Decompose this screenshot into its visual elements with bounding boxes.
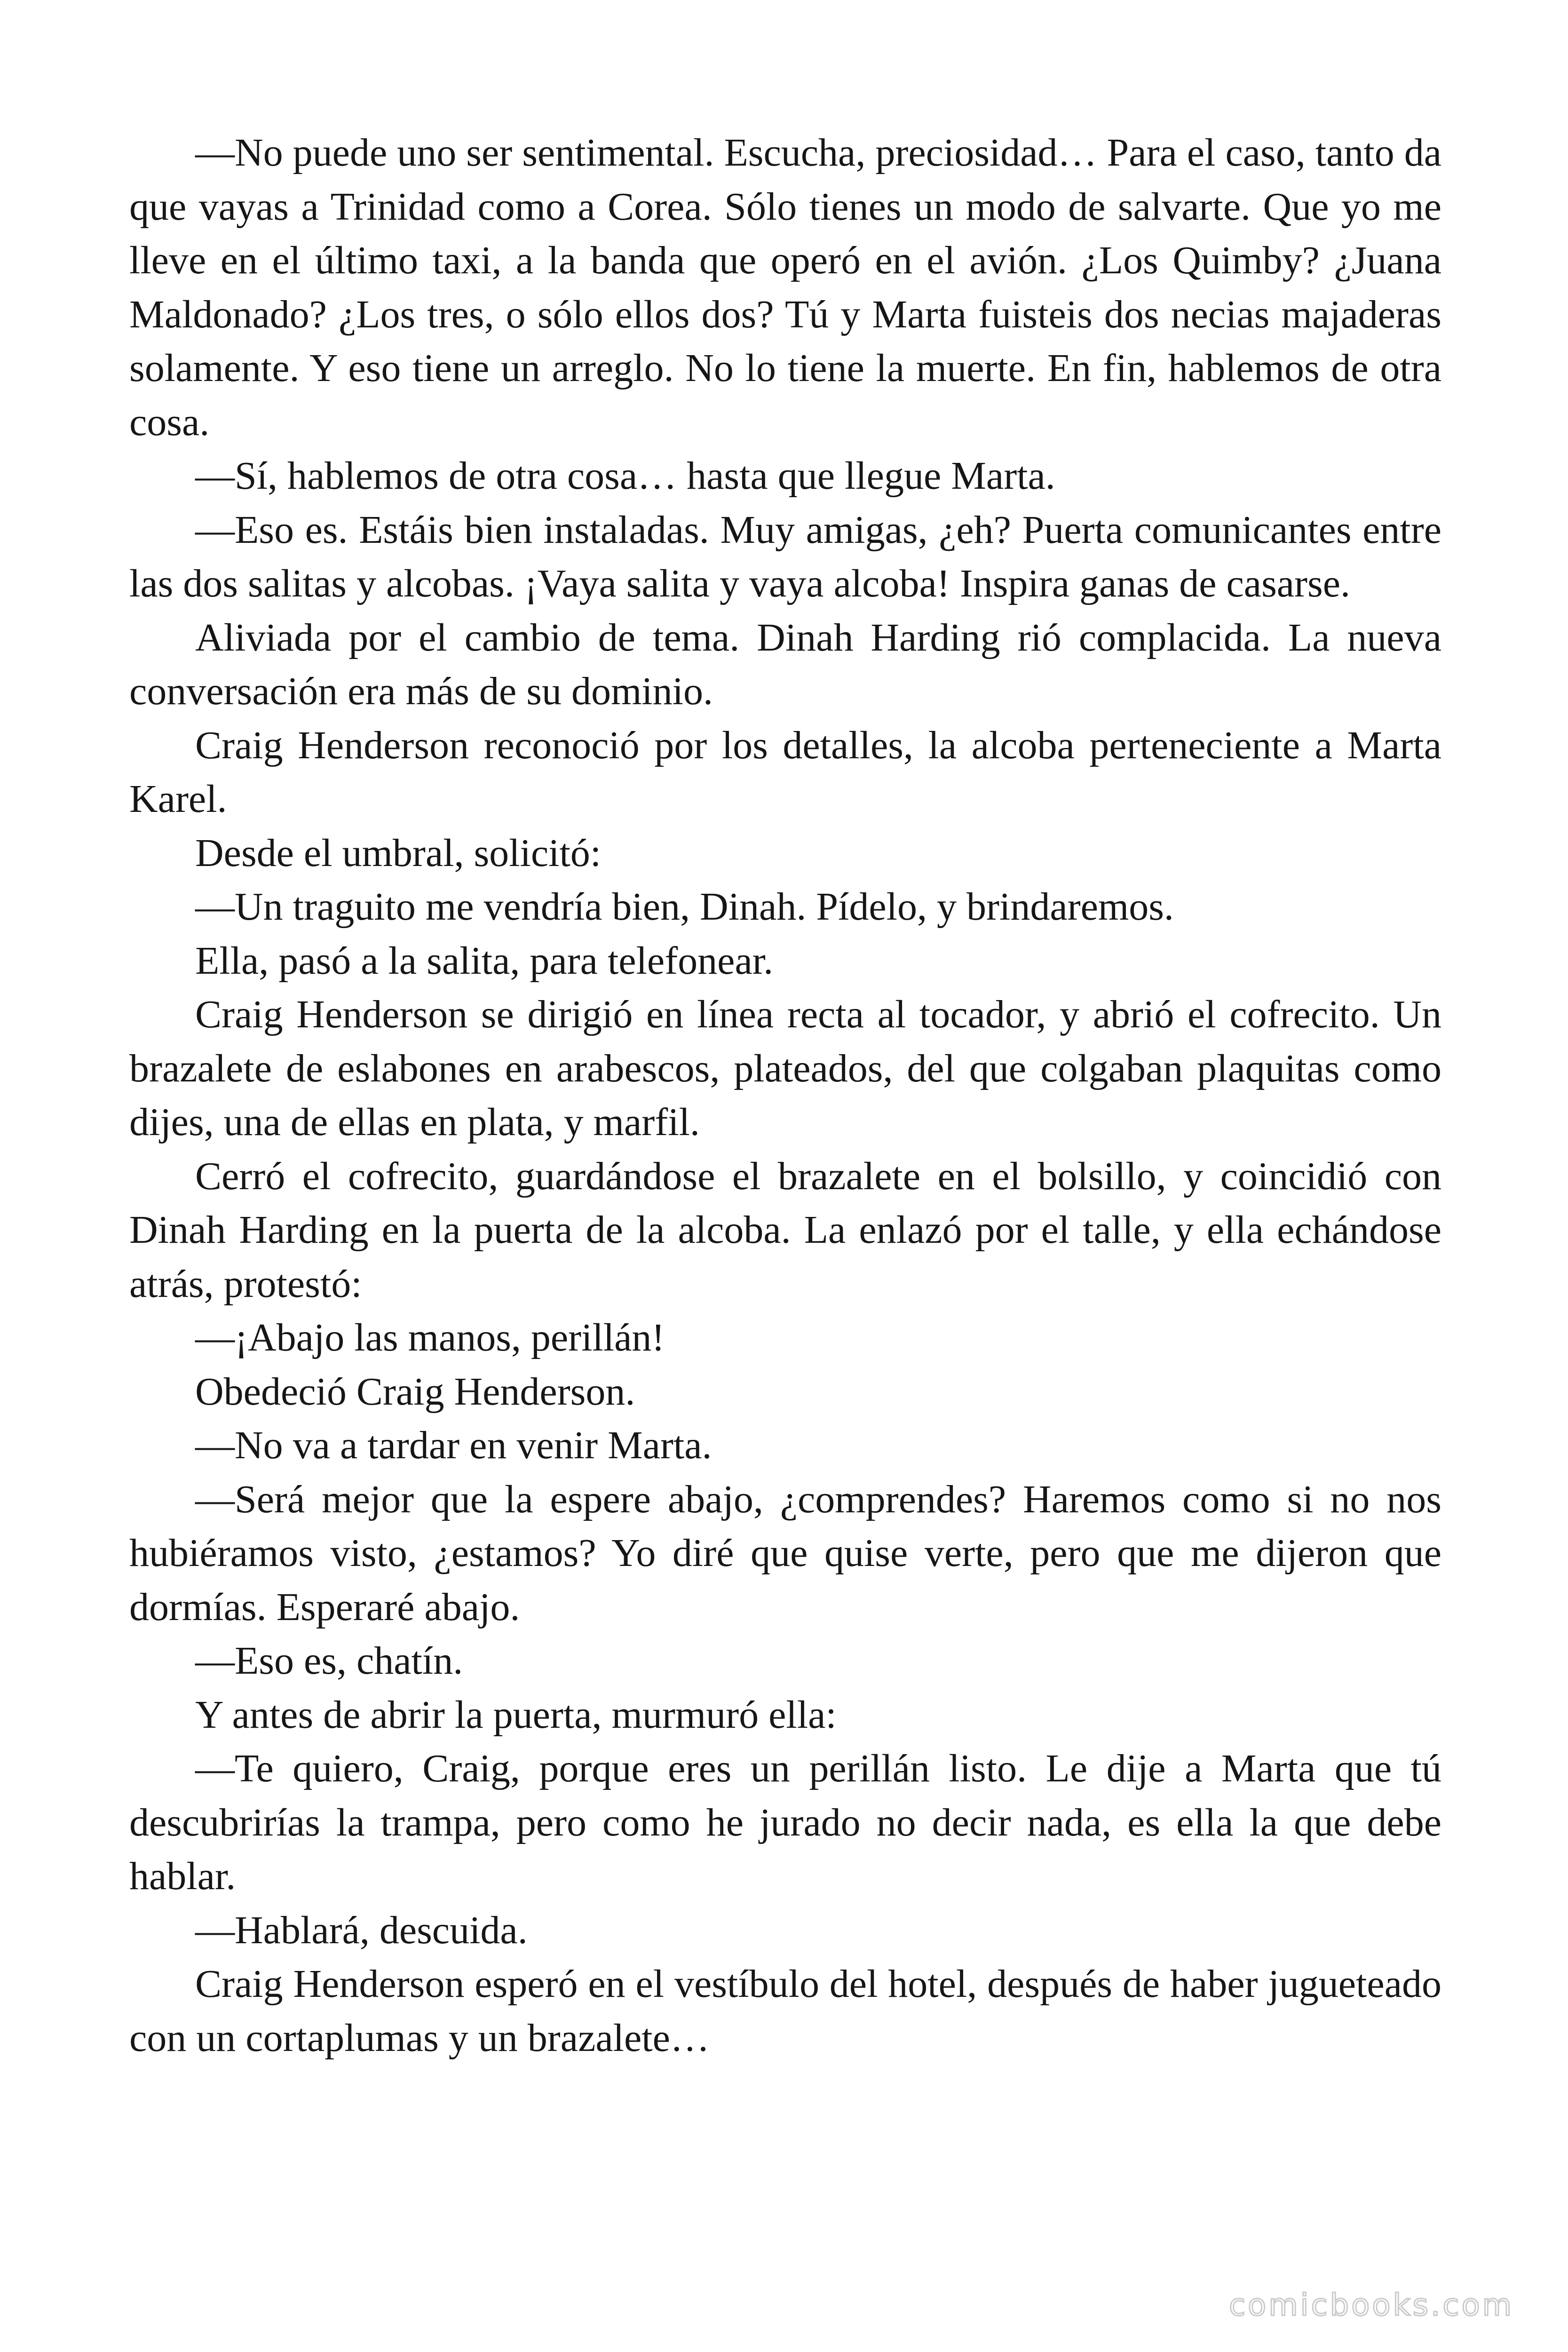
paragraph: —Sí, hablemos de otra cosa… hasta que llegue Marta. (195, 454, 1055, 498)
paragraph: Craig Henderson esperó en el vestíbulo del hotel, después de haber jugueteado con un cortaplumas y un brazalete… (129, 1962, 1441, 2060)
paragraph: Y antes de abrir la puerta, murmuró ella: (195, 1692, 837, 1737)
paragraph: —Te quiero, Craig, porque eres un perillán listo. Le dije a Marta que tú descubrirías la trampa, pero como he jurado no decir nada, es ella la que debe hablar. (129, 1747, 1441, 1898)
paragraph: —Eso es. Estáis bien instaladas. Muy amigas, ¿eh? Puerta comunicantes entre las dos salitas y alcobas. ¡Vaya salita y vaya alcoba! Inspira ganas de casarse. (129, 508, 1441, 605)
paragraph: —No va a tardar en venir Marta. (195, 1423, 712, 1467)
paragraph: —No puede uno ser sentimental. Escucha, preciosidad… Para el caso, tanto da que vayas a Trinidad como a Corea. Sólo tienes un modo de salvarte. Que yo me lleve en el último taxi, a la banda que operó en el avión. ¿Los Quimby? ¿Juana Maldonado? ¿Los tres, o sólo ellos dos? Tú y Marta fuisteis dos necias majaderas solamente. Y eso tiene un arreglo. No lo tiene la muerte. En fin, hablemos de otra cosa. (129, 131, 1441, 444)
paragraph: Craig Henderson se dirigió en línea recta al tocador, y abrió el cofrecito. Un brazalete de eslabones en arabescos, plateados, del que colgaban plaquitas como dijes, una de ellas en plata, y marfil. (129, 993, 1441, 1144)
paragraph: Cerró el cofrecito, guardándose el brazalete en el bolsillo, y coincidió con Dinah Harding en la puerta de la alcoba. La enlazó por el talle, y ella echándose atrás, protestó: (129, 1154, 1441, 1306)
body-text (129, 126, 1441, 2065)
paragraph: —Será mejor que la espere abajo, ¿comprendes? Haremos como si no nos hubiéramos visto, ¿estamos? Yo diré que quise verte, pero que me dijeron que dormías. Esperaré abajo. (129, 1477, 1441, 1629)
paragraph: Ella, pasó a la salita, para telefonear. (195, 938, 774, 983)
watermark: comicbooks.com (1228, 2288, 1514, 2323)
paragraph: Desde el umbral, solicitó: (195, 831, 602, 875)
paragraph: Aliviada por el cambio de tema. Dinah Harding rió complacida. La nueva conversación era más de su dominio. (129, 615, 1441, 713)
paragraph: —Hablará, descuida. (195, 1908, 528, 1952)
paragraph: Craig Henderson reconoció por los detalles, la alcoba perteneciente a Marta Karel. (129, 723, 1441, 821)
paragraph: Obedeció Craig Henderson. (195, 1369, 635, 1414)
paragraph: —Eso es, chatín. (195, 1639, 463, 1683)
paragraph: —Un traguito me vendría bien, Dinah. Pídelo, y brindaremos. (195, 885, 1174, 929)
paragraph: —¡Abajo las manos, perillán! (195, 1316, 665, 1359)
